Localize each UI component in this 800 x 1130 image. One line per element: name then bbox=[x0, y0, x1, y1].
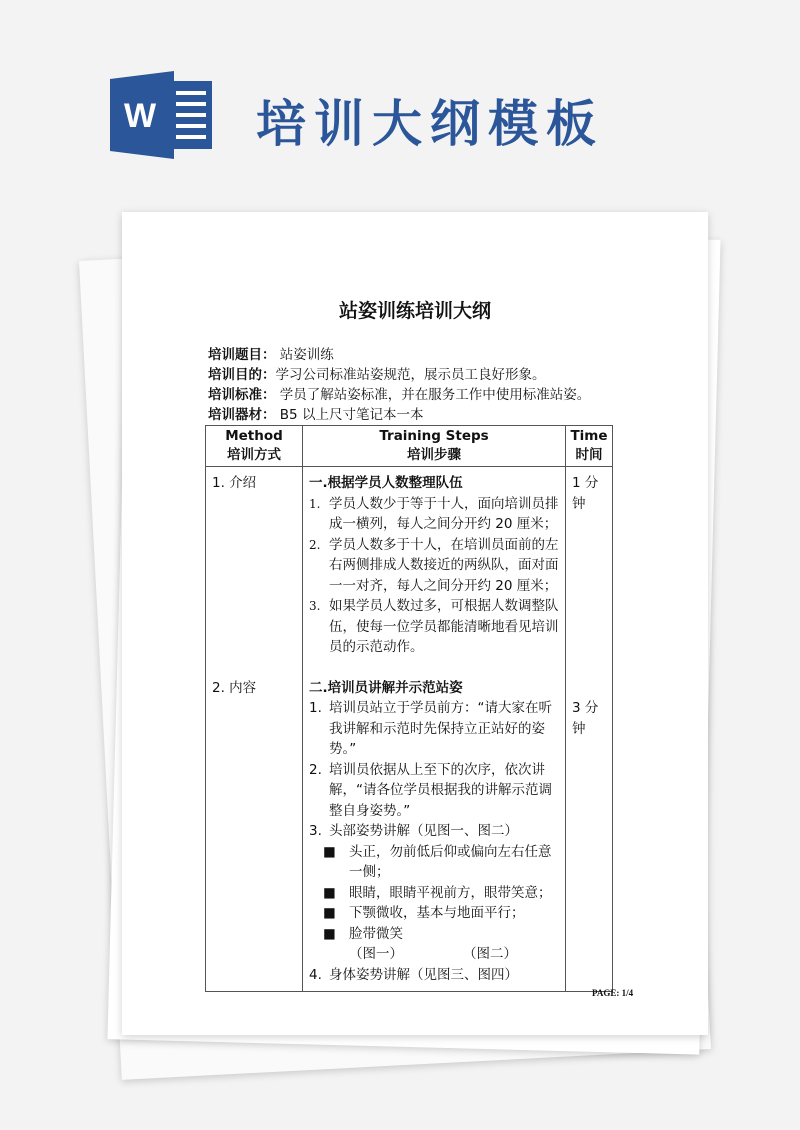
bullet-item: ■ 脸带微笑 bbox=[323, 925, 403, 942]
info-line: 培训目的：学习公司标准站姿规范，展示员工良好形象。 bbox=[208, 367, 546, 383]
document-title: 站姿训练培训大纲 bbox=[338, 300, 491, 322]
training-table bbox=[205, 425, 613, 992]
info-line: 培训题目： 站姿训练 bbox=[208, 347, 334, 363]
svg-text:W: W bbox=[123, 97, 157, 135]
table-header: Method 培训方式 Training Steps 培训步骤 Time 时间 bbox=[206, 426, 613, 467]
bullet-item: ■ 下颚微收，基本与地面平行； bbox=[323, 905, 525, 921]
info-line: 培训器材： B5 以上尺寸笔记本一本 bbox=[208, 407, 424, 423]
bullet-item: ■ 头正，勿前低后仰或偏向左右任意一侧； bbox=[323, 843, 552, 880]
figure-captions: （图一） （图二） bbox=[349, 946, 517, 962]
page-number: PAGE: 1/4 bbox=[592, 988, 634, 998]
banner-title: 培训大纲模板 bbox=[256, 95, 604, 153]
table-row: 1. 介绍 2. 内容 一.根据学员人数整理队伍 1. 学员人数少于等于十人，面向培训员排成一横列，每人之间分开约 20 厘米； 2. 学员人数多于十人，在培训员面前的左右两侧排成人数接近的两纵队，面对面一一对齐，每人之间分开约 20 厘米； 3. 如果学员人数过多，可根据人数调整队伍，使每一位学员都能清晰地看见培训员的示范动作。 二.培训员讲解并示范站姿 1. 培训员站立于学员前方：“请大家在听我讲解和示范时先保持立正站好的姿势。” 2. 培训员依据从上至下的次序，依次讲解，“请各位学员根据我的讲解示范调整自身姿势。” 3. 头部姿势讲解（见图一、图二） ■ 头正，勿前低后仰或偏向左右任意一侧； ■ 眼睛，眼睛平视前方，眼带笑意； ■ 下颚微收，基本与地面平行； ■ 脸带微笑 （图一） （图二） 4. 身体姿势讲解（见图三、图四） 1 分钟 3 分钟 bbox=[206, 467, 613, 992]
document-page bbox=[122, 212, 708, 1035]
bullet-item: ■ 眼睛，眼睛平视前方，眼带笑意； bbox=[323, 884, 552, 901]
word-logo bbox=[110, 71, 214, 159]
info-line: 培训标准： 学员了解站姿标准，并在服务工作中使用标准站姿。 bbox=[208, 387, 591, 403]
